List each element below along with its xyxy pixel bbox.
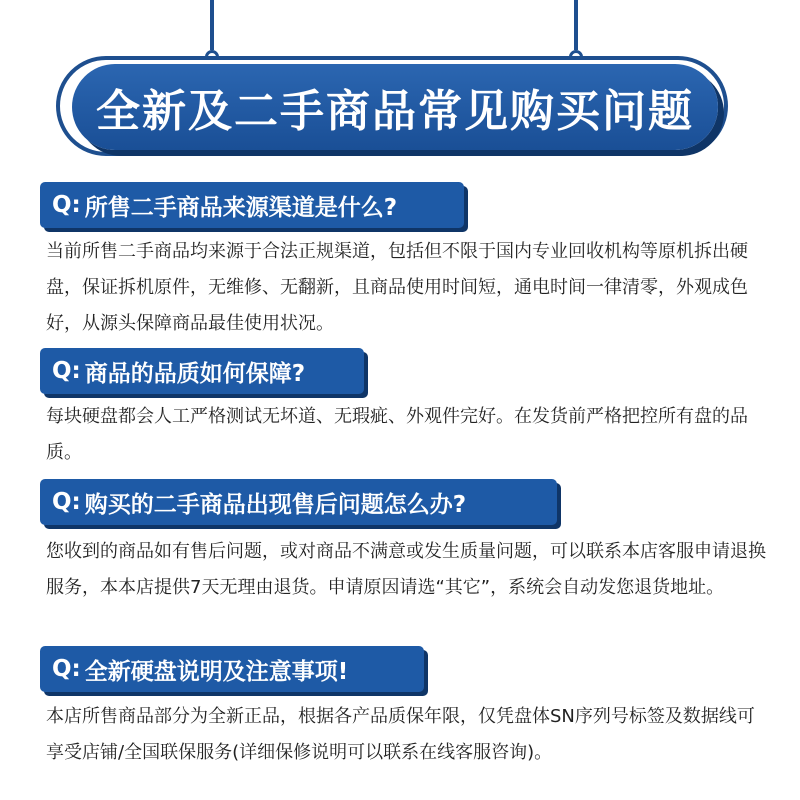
question-text: 全新硬盘说明及注意事项!	[84, 658, 349, 685]
question-text: 所售二手商品来源渠道是什么?	[84, 194, 398, 221]
question-text: 商品的品质如何保障?	[84, 360, 306, 387]
question-text: 购买的二手商品出现售后问题怎么办?	[84, 491, 467, 518]
hanger-line-left	[210, 0, 214, 50]
answer-2: 每块硬盘都会人工严格测试无坏道、无瑕疵、外观件完好。在发货前严格把控所有盘的品质。	[46, 406, 748, 463]
question-prefix: Q:	[52, 489, 81, 515]
answer-4: 本店所售商品部分为全新正品，根据各产品质保年限，仅凭盘体SN序列号标签及数据线可享受店铺/全国联保服务(详细保修说明可以联系在线客服咨询)。	[46, 706, 755, 763]
question-1	[40, 182, 464, 228]
question-prefix: Q:	[52, 656, 81, 682]
question-4	[40, 646, 424, 692]
page-title: 全新及二手商品常见购买问题	[96, 86, 694, 137]
answer-1: 当前所售二手商品均来源于合法正规渠道，包括但不限于国内专业回收机构等原机拆出硬盘，保证拆机原件，无维修、无翻新，且商品使用时间短，通电时间一律清零，外观成色好，从源头保障商品最佳使用状况。	[46, 241, 748, 334]
question-2	[40, 348, 364, 394]
question-3	[40, 479, 557, 525]
answer-3: 您收到的商品如有售后问题，或对商品不满意或发生质量问题，可以联系本店客服申请退换服务，本本店提供7天无理由退货。申请原因请选“其它”，系统会自动发您退货地址。	[46, 541, 766, 598]
question-prefix: Q:	[52, 358, 81, 384]
question-prefix: Q:	[52, 192, 81, 218]
hanger-line-right	[574, 0, 578, 50]
